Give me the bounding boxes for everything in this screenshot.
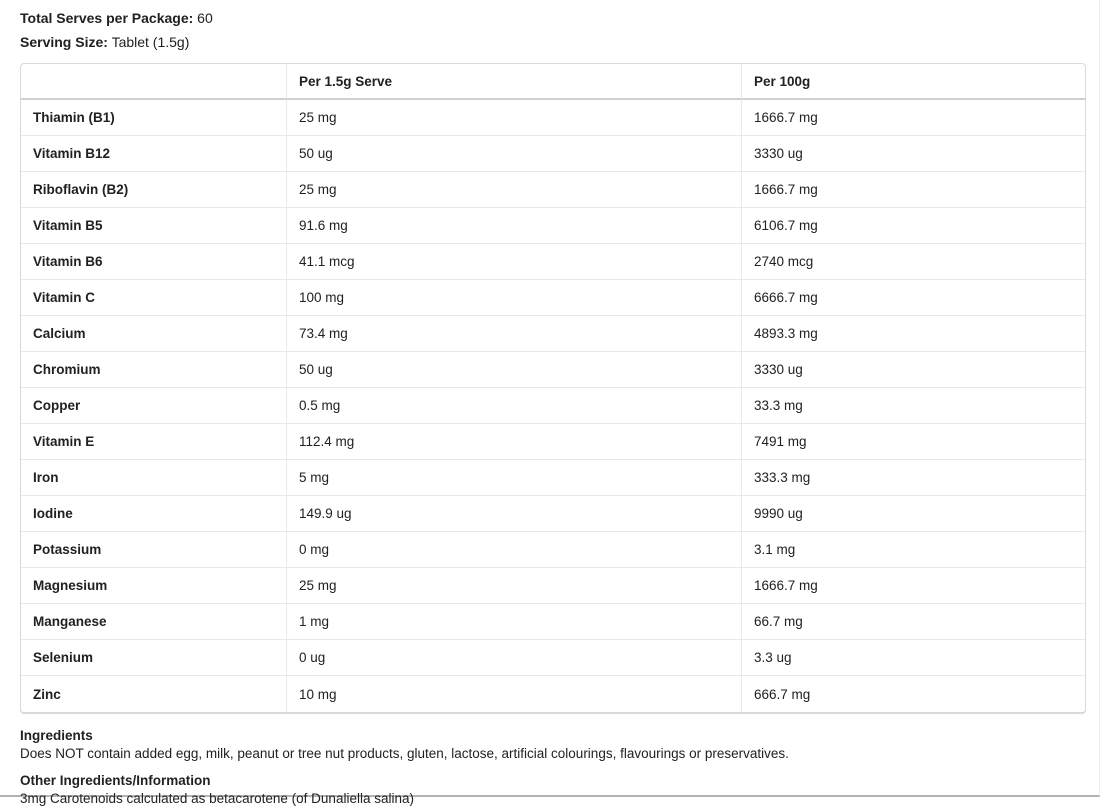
table-row (21, 496, 1085, 532)
column-header-per-100g: Per 100g (741, 64, 1085, 100)
nutrient-name: Calcium (21, 316, 286, 352)
per-100g-value: 4893.3 mg (741, 316, 1085, 352)
table-row (21, 568, 1085, 604)
nutrient-name: Selenium (21, 640, 286, 676)
per-serve-value: 91.6 mg (286, 208, 741, 244)
nutrient-name: Potassium (21, 532, 286, 568)
per-serve-value: 25 mg (286, 568, 741, 604)
per-100g-value: 7491 mg (741, 424, 1085, 460)
nutrient-name: Vitamin C (21, 280, 286, 316)
nutrient-name: Iodine (21, 496, 286, 532)
table-row (21, 424, 1085, 460)
per-serve-value: 0 mg (286, 532, 741, 568)
per-serve-value: 10 mg (286, 676, 741, 712)
per-100g-value: 1666.7 mg (741, 568, 1085, 604)
nutrient-name: Riboflavin (B2) (21, 172, 286, 208)
per-100g-value: 33.3 mg (741, 388, 1085, 424)
table-row (21, 388, 1085, 424)
table-row (21, 460, 1085, 496)
per-serve-value: 112.4 mg (286, 424, 741, 460)
per-100g-value: 666.7 mg (741, 676, 1085, 712)
nutrient-name: Vitamin B6 (21, 244, 286, 280)
column-header-nutrient (21, 64, 286, 100)
column-header-per-serve: Per 1.5g Serve (286, 64, 741, 100)
per-serve-value: 5 mg (286, 460, 741, 496)
table-row (21, 244, 1085, 280)
footnotes-section (20, 727, 1083, 808)
table-row (21, 640, 1085, 676)
table-row (21, 136, 1085, 172)
ingredients-block (20, 727, 1083, 763)
per-100g-value: 3330 ug (741, 136, 1085, 172)
nutrient-name: Vitamin E (21, 424, 286, 460)
other-ingredients-heading: Other Ingredients/Information (20, 773, 211, 788)
per-serve-value: 1 mg (286, 604, 741, 640)
nutrient-name: Iron (21, 460, 286, 496)
per-100g-value: 3.1 mg (741, 532, 1085, 568)
nutrient-name: Chromium (21, 352, 286, 388)
nutrient-name: Thiamin (B1) (21, 100, 286, 136)
nutrition-table (20, 63, 1086, 714)
table-row (21, 100, 1085, 136)
per-100g-value: 3330 ug (741, 352, 1085, 388)
per-100g-value: 6666.7 mg (741, 280, 1085, 316)
nutrient-name: Magnesium (21, 568, 286, 604)
nutrient-name: Zinc (33, 686, 61, 702)
ingredients-text: Does NOT contain added egg, milk, peanut or tree nut products, gluten, lactose, artificial colourings, flavourings or preservatives. (20, 746, 789, 761)
table-row (21, 172, 1085, 208)
serving-size-line (20, 34, 1083, 51)
table-row (21, 532, 1085, 568)
nutrient-name: Manganese (21, 604, 286, 640)
per-100g-value: 66.7 mg (741, 604, 1085, 640)
per-serve-value: 0.5 mg (286, 388, 741, 424)
per-serve-value: 100 mg (286, 280, 741, 316)
table-row (21, 280, 1085, 316)
per-serve-value: 73.4 mg (286, 316, 741, 352)
table-row (21, 208, 1085, 244)
per-100g-value: 333.3 mg (741, 460, 1085, 496)
per-serve-value: 149.9 ug (286, 496, 741, 532)
per-100g-value: 6106.7 mg (741, 208, 1085, 244)
table-row (21, 604, 1085, 640)
per-serve-value: 41.1 mcg (286, 244, 741, 280)
nutrient-name: Vitamin B12 (21, 136, 286, 172)
total-serves-label: Total Serves per Package: (20, 10, 194, 26)
other-ingredients-text: 3mg Carotenoids calculated as betacarotene (of Dunaliella salina) (20, 791, 414, 806)
per-100g-value: 2740 mcg (741, 244, 1085, 280)
serving-size-value: Tablet (1.5g) (111, 34, 190, 50)
nutrient-name: Copper (21, 388, 286, 424)
per-serve-value: 50 ug (286, 136, 741, 172)
table-row (21, 676, 1085, 712)
per-100g-value: 3.3 ug (741, 640, 1085, 676)
serving-size-label: Serving Size: (20, 34, 108, 50)
per-serve-value: 0 ug (286, 640, 741, 676)
ingredients-heading: Ingredients (20, 728, 93, 743)
per-100g-value: 9990 ug (741, 496, 1085, 532)
table-row (21, 352, 1085, 388)
total-serves-line (20, 10, 1083, 27)
per-100g-value: 1666.7 mg (741, 100, 1085, 136)
per-serve-value: 25 mg (286, 172, 741, 208)
nutrient-name: Vitamin B5 (21, 208, 286, 244)
per-100g-value: 1666.7 mg (741, 172, 1085, 208)
other-ingredients-block (20, 772, 1083, 808)
per-serve-value: 25 mg (286, 100, 741, 136)
table-row (21, 316, 1085, 352)
table-header-row (21, 64, 1085, 100)
total-serves-value: 60 (197, 10, 213, 26)
per-serve-value: 50 ug (286, 352, 741, 388)
